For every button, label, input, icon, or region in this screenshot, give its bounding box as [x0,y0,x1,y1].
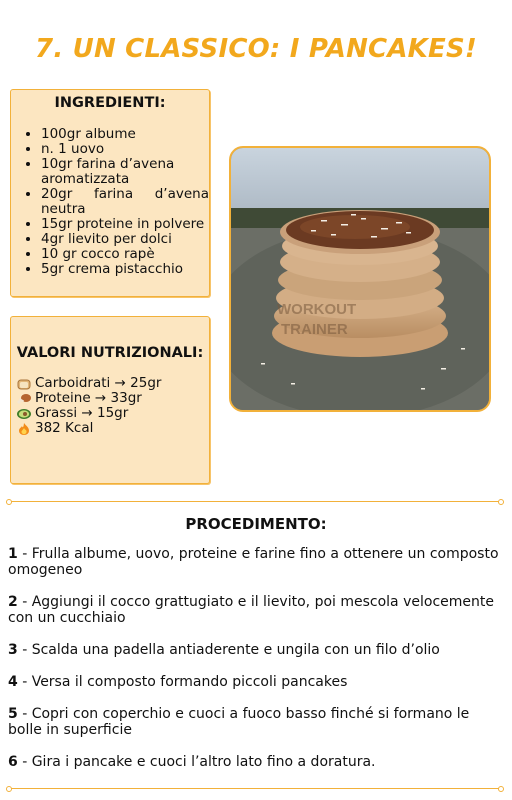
drumstick-icon [16,393,32,405]
nutrition-card [10,316,210,484]
step-number: 5 [8,706,18,722]
step-number: 4 [8,674,18,690]
ingredients-card [10,89,210,297]
nutrition-item-text: Proteine → 33gr [35,390,142,406]
pancakes-photo [229,146,491,412]
step-text: - Versa il composto formando piccoli pancakes [17,674,348,690]
step-number: 3 [8,642,18,658]
nutrition-list [16,376,209,436]
ingredients-list [11,127,209,277]
section-divider [10,788,500,789]
bread-icon [16,378,32,390]
ingredient-item: • 20gr farina d’avena neutra [41,187,209,217]
nutrition-heading: VALORI NUTRIZIONALI: [16,345,204,361]
procedure-step [8,594,504,626]
divider-dot [498,786,504,792]
procedure-step [8,754,504,770]
procedure-step [8,546,504,578]
step-text: - Gira i pancake e cuoci l’altro lato fino a doratura. [17,754,376,770]
step-text: - Frulla albume, uovo, proteine e farine fino a ottenere un composto omogeneo [8,546,499,578]
divider-dot [6,499,12,505]
avocado-icon [16,408,32,420]
step-number: 6 [8,754,18,770]
nutrition-item-kcal [16,421,209,436]
ingredients-heading: INGREDIENTI: [54,95,166,111]
ingredient-item: • 10gr farina d’avena aromatizzata [41,157,209,187]
ingredient-item: • 15gr proteine in polvere [41,217,209,232]
ingredient-item: • 100gr albume [41,127,209,142]
step-text: - Aggiungi il cocco grattugiato e il lievito, poi mescola velocemente con un cucchiaio [8,594,494,626]
divider-dot [498,499,504,505]
nutrition-item-carbs [16,376,209,391]
step-number: 2 [8,594,18,610]
ingredient-item: • 10 gr cocco rapè [41,247,209,262]
fire-icon [16,423,32,435]
watermark-line1: WORKOUT [277,301,357,318]
procedure-step [8,706,504,738]
page-title: 7. UN CLASSICO: I PANCAKES! [35,34,477,64]
ingredient-item: • 5gr crema pistacchio [41,262,209,277]
nutrition-item-fats [16,406,209,421]
nutrition-item-text: Grassi → 15gr [35,405,129,421]
pancakes-illustration [231,148,489,410]
nutrition-item-text: Carboidrati → 25gr [35,375,162,391]
step-text: - Copri con coperchio e cuoci a fuoco basso finché si formano le bolle in superficie [8,706,470,738]
ingredient-item: • n. 1 uovo [41,142,209,157]
nutrition-item-text: 382 Kcal [35,420,94,436]
step-number: 1 [8,546,18,562]
step-text: - Scalda una padella antiaderente e ungila con un filo d’olio [17,642,440,658]
procedure-heading: PROCEDIMENTO: [185,515,327,533]
procedure-step [8,674,504,690]
procedure-step [8,642,504,658]
nutrition-item-protein [16,391,209,406]
section-divider [10,501,500,502]
watermark-line2: TRAINER [281,321,348,338]
divider-dot [6,786,12,792]
ingredient-item: • 4gr lievito per dolci [41,232,209,247]
